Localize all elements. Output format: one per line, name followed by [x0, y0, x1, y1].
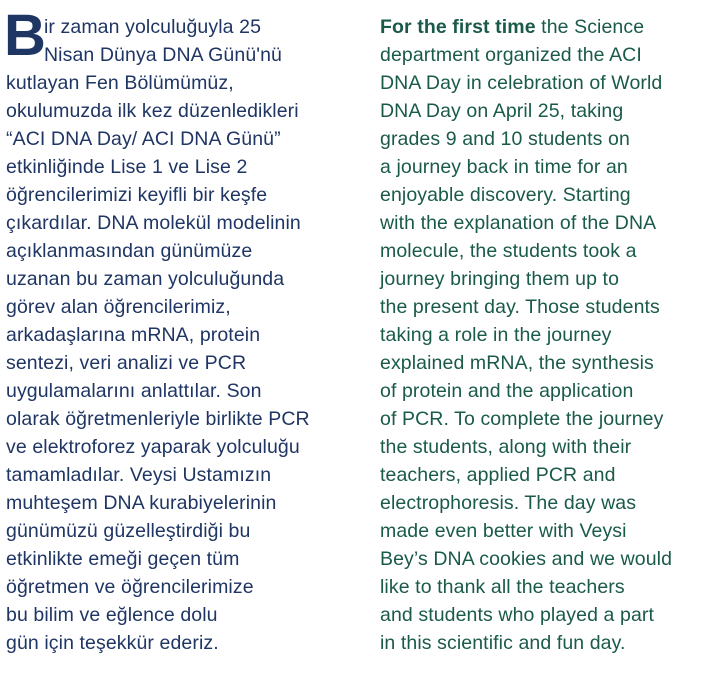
turkish-line: görev alan öğrencilerimiz,	[6, 296, 231, 318]
lead-bold: For the first time	[380, 16, 536, 38]
english-line: taking a role in the journey	[380, 324, 612, 346]
english-line: made even better with Veysi	[380, 520, 627, 542]
english-line: molecule, the students took a	[380, 240, 637, 262]
turkish-line: ir zaman yolculuğuyla 25	[44, 16, 262, 38]
turkish-line: çıkardılar. DNA molekül modelinin	[6, 212, 301, 234]
english-line: For the first time the Science	[380, 16, 645, 38]
drop-cap: B	[4, 3, 46, 68]
english-line: grades 9 and 10 students on	[380, 128, 630, 150]
turkish-line: bu bilim ve eğlence dolu	[6, 604, 218, 626]
turkish-line: açıklanmasından günümüze	[6, 240, 253, 262]
turkish-column	[6, 13, 310, 657]
english-line: DNA Day on April 25, taking	[380, 100, 624, 122]
english-line: explained mRNA, the synthesis	[380, 352, 654, 374]
english-line: and students who played a part	[380, 604, 655, 626]
english-line: teachers, applied PCR and	[380, 464, 616, 486]
english-line: a journey back in time for an	[380, 156, 628, 178]
turkish-line: etkinliğinde Lise 1 ve Lise 2	[6, 156, 248, 178]
turkish-line: ve elektroforez yaparak yolculuğu	[6, 436, 300, 458]
english-line: like to thank all the teachers	[380, 576, 625, 598]
turkish-line: uzanan bu zaman yolculuğunda	[6, 268, 285, 290]
turkish-line: öğretmen ve öğrencilerimize	[6, 576, 254, 598]
english-line: with the explanation of the DNA	[380, 212, 657, 234]
english-line: enjoyable discovery. Starting	[380, 184, 631, 206]
turkish-line: etkinlikte emeği geçen tüm	[6, 548, 240, 570]
english-line: DNA Day in celebration of World	[380, 72, 663, 94]
turkish-line: kutlayan Fen Bölümümüz,	[6, 72, 234, 94]
turkish-line: öğrencilerimizi keyifli bir keşfe	[6, 184, 268, 206]
turkish-line: gün için teşekkür ederiz.	[6, 632, 219, 654]
turkish-line: tamamladılar. Veysi Ustamızın	[6, 464, 272, 486]
turkish-line: Nisan Dünya DNA Günü'nü	[44, 44, 282, 66]
english-line: of protein and the application	[380, 380, 634, 402]
turkish-line: sentezi, veri analizi ve PCR	[6, 352, 247, 374]
turkish-line: muhteşem DNA kurabiyelerinin	[6, 492, 277, 514]
turkish-line: günümüzü güzelleştirdiği bu	[6, 520, 251, 542]
english-line: the present day. Those students	[380, 296, 660, 318]
english-column	[380, 13, 672, 657]
turkish-line: “ACI DNA Day/ ACI DNA Günü”	[6, 128, 281, 150]
turkish-line: uygulamalarını anlattılar. Son	[6, 380, 262, 402]
turkish-line: okulumuzda ilk kez düzenledikleri	[6, 100, 299, 122]
turkish-line: olarak öğretmenleriyle birlikte PCR	[6, 408, 310, 430]
turkish-line: arkadaşlarına mRNA, protein	[6, 324, 261, 346]
english-line: Bey’s DNA cookies and we would	[380, 548, 673, 570]
english-line: the students, along with their	[380, 436, 632, 458]
english-line: journey bringing them up to	[380, 268, 620, 290]
english-line: in this scientific and fun day.	[380, 632, 626, 654]
english-line: of PCR. To complete the journey	[380, 408, 664, 430]
english-line: electrophoresis. The day was	[380, 492, 637, 514]
english-line: department organized the ACI	[380, 44, 642, 66]
